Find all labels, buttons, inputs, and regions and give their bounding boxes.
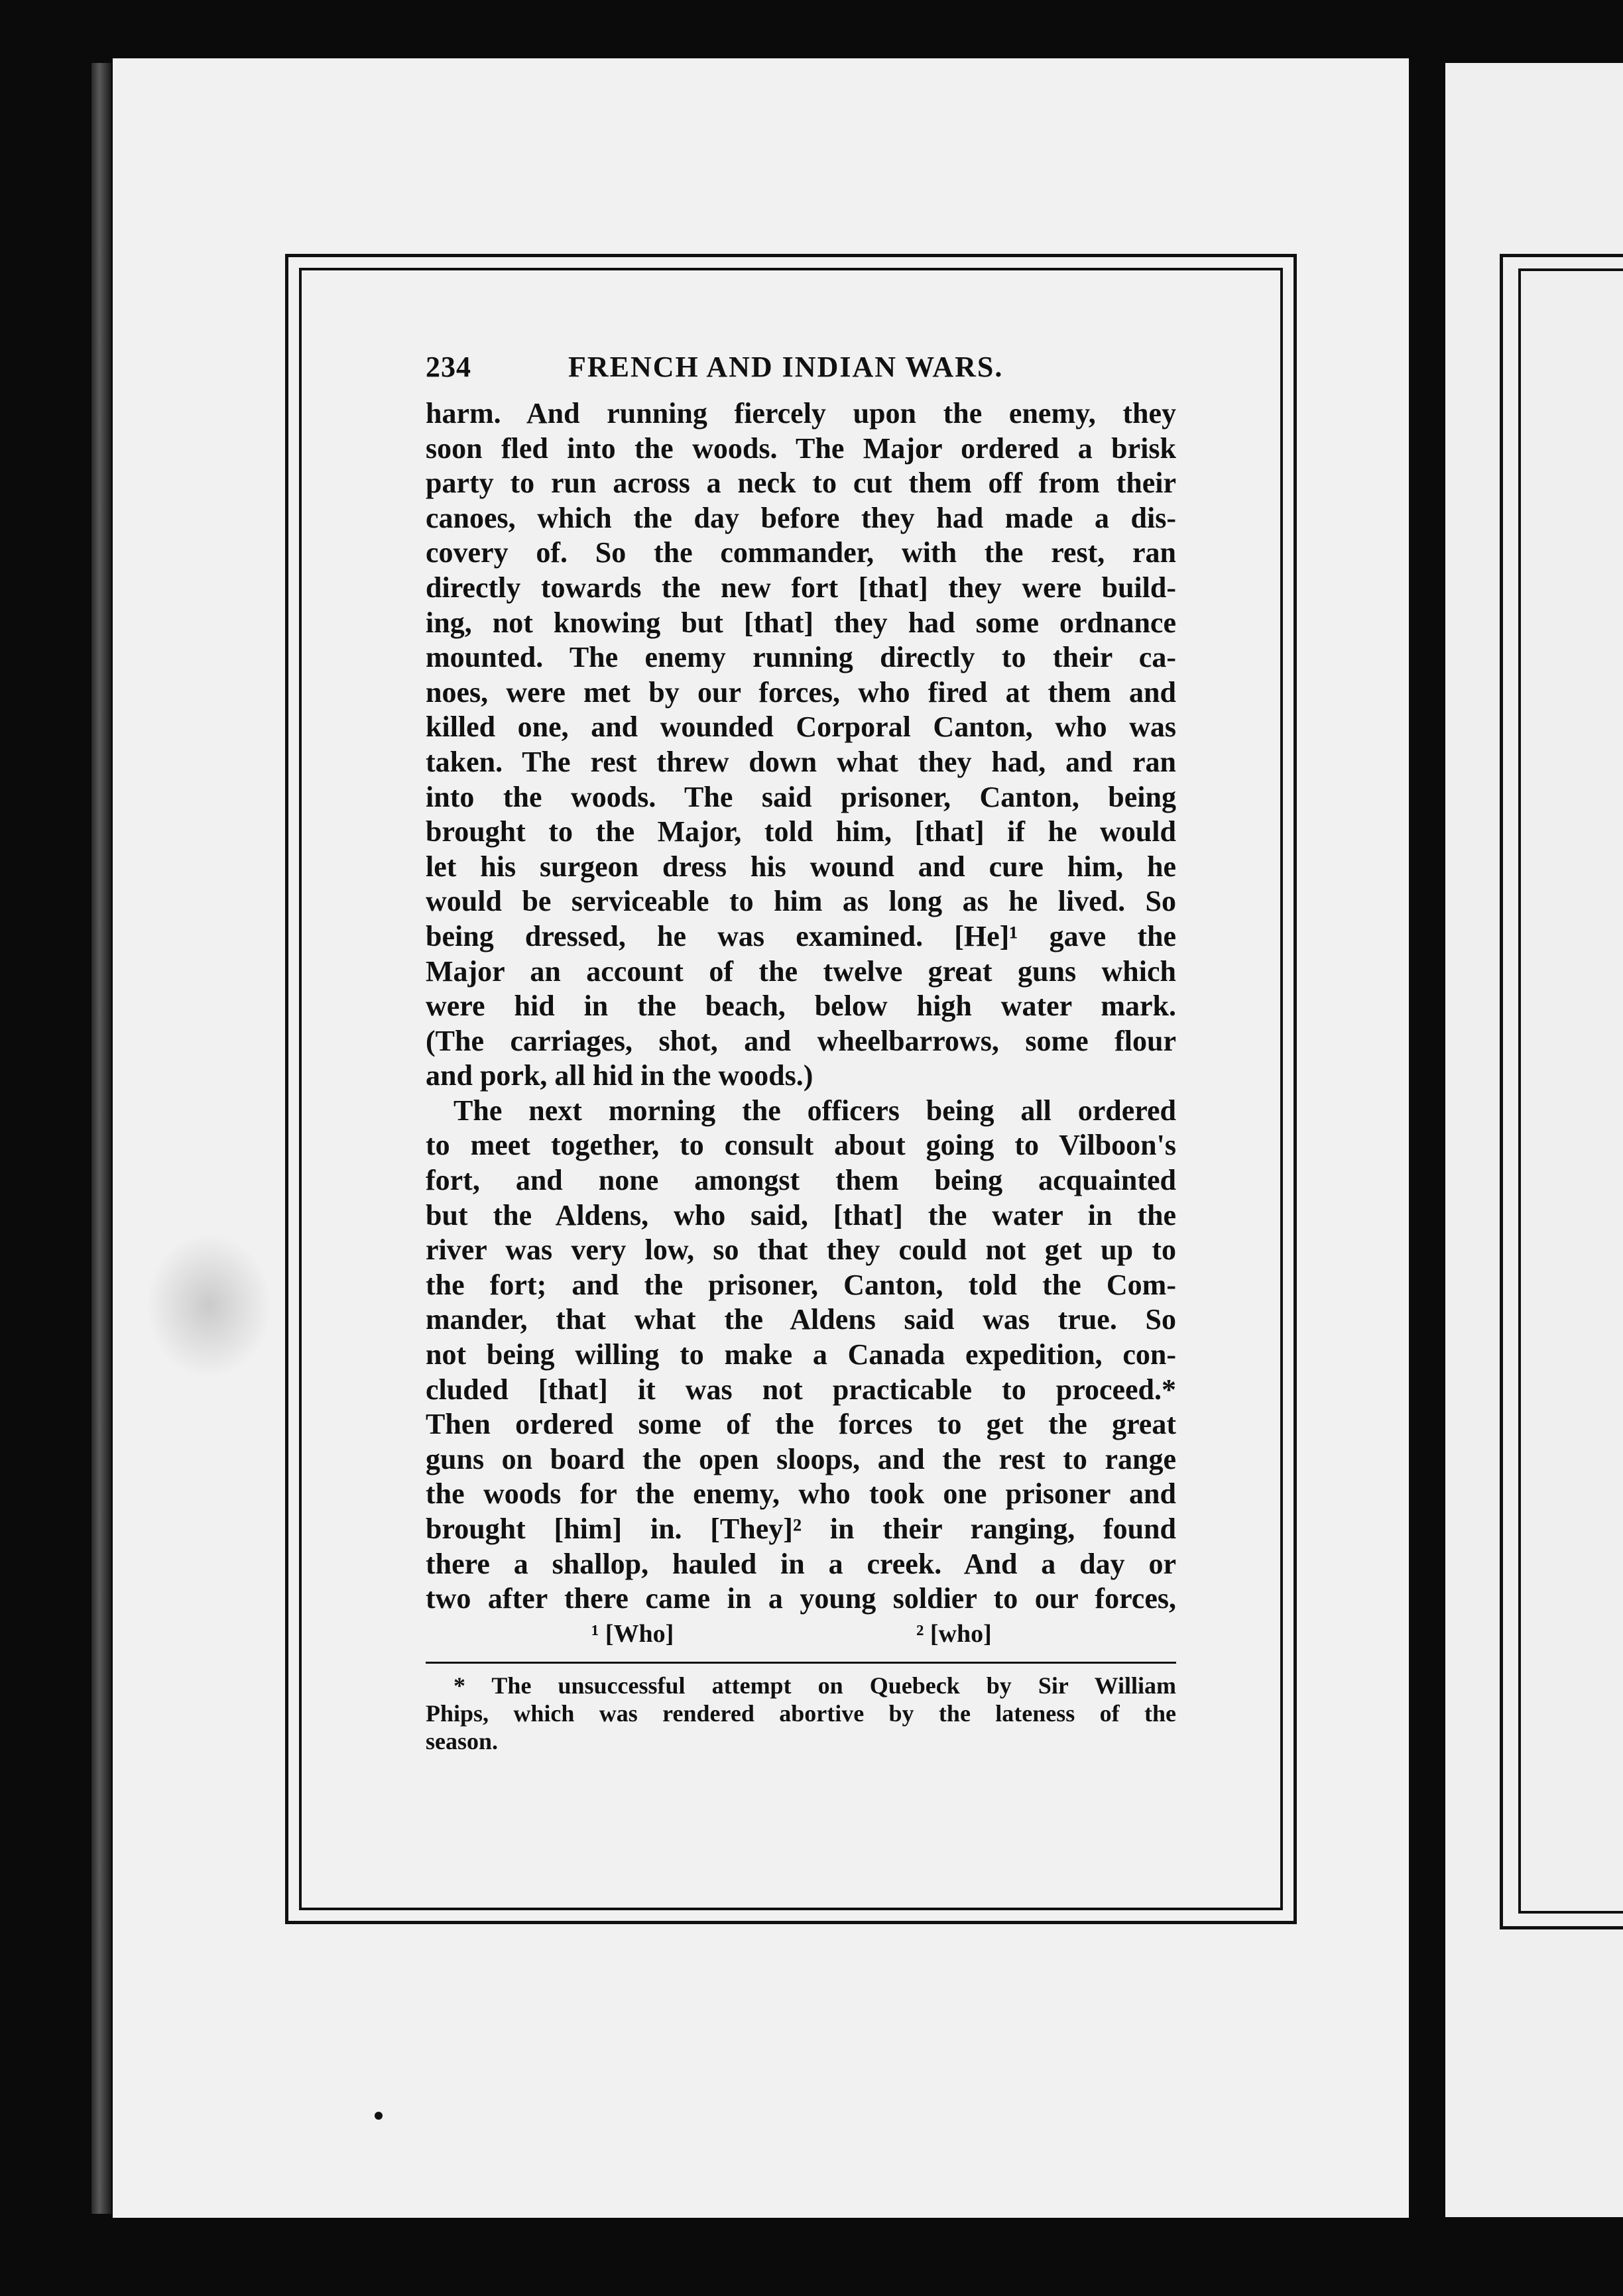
text-line: ing, not knowing but [that] they had some ordnance [426,606,1176,639]
text-line: there a shallop, hauled in a creek. And a day or [426,1547,1176,1580]
text-line: would be serviceable to him as long as he lived. So [426,885,1176,918]
text-line: cluded [that] it was not practicable to proceed.* [426,1373,1176,1406]
footnote-rule [426,1662,1176,1664]
text-line: were hid in the beach, below high water mark. [426,990,1176,1023]
book-spine-shadow [91,63,111,2214]
text-line: the fort; and the prisoner, Canton, told the Com- [426,1268,1176,1301]
text-line: mander, that what the Aldens said was true. So [426,1303,1176,1336]
text-line: being dressed, he was examined. [He]¹ gave the [426,919,1176,952]
body-text [426,396,1176,1617]
text-line: let his surgeon dress his wound and cure him, he [426,850,1176,883]
text-line: not being willing to make a Canada expedition, con- [426,1338,1176,1371]
text-line: party to run across a neck to cut them off from their [426,467,1176,500]
footnote-line: Phips, which was rendered abortive by the lateness of the [426,1699,1176,1727]
text-line: mounted. The enemy running directly to their ca- [426,641,1176,674]
editorial-notes [426,1619,1176,1651]
text-line: soon fled into the woods. The Major ordered a brisk [426,431,1176,465]
text-line: covery of. So the commander, with the rest, ran [426,536,1176,569]
page-number: 234 [426,351,471,383]
text-line: two after there came in a young soldier to our forces, [426,1582,1176,1615]
text-line: taken. The rest threw down what they had, and ran [426,745,1176,778]
text-line: directly towards the new fort [that] they were build- [426,571,1176,604]
text-line: the woods for the enemy, who took one prisoner and [426,1477,1176,1511]
footnote-line: season. [426,1727,499,1754]
text-line: and pork, all hid in the woods.) [426,1059,813,1092]
facing-page-frame-inner [1518,268,1623,1914]
text-line: fort, and none amongst them being acquainted [426,1164,1176,1197]
ink-fleck [375,2112,383,2120]
text-line: to meet together, to consult about going to Vilboon's [426,1129,1176,1162]
text-line: killed one, and wounded Corporal Canton, who was [426,711,1176,744]
text-line: The next morning the officers being all ordered [453,1094,1176,1127]
text-line: guns on board the open sloops, and the rest to range [426,1442,1176,1475]
page-stain [146,1233,272,1379]
page-text-block [426,350,1176,1755]
running-head-title: FRENCH AND INDIAN WARS. [568,351,1004,383]
text-line: noes, were met by our forces, who fired at them and [426,675,1176,709]
editorial-note: ¹ [Who] [591,1619,674,1648]
text-line: harm. And running fiercely upon the enemy, they [426,397,1176,430]
text-line: canoes, which the day before they had made a dis- [426,501,1176,534]
text-line: Major an account of the twelve great guns which [426,954,1176,988]
text-line: brought [him] in. [They]² in their ranging, found [426,1513,1176,1545]
footnote [426,1672,1176,1755]
text-line: into the woods. The said prisoner, Canton, being [426,780,1176,813]
footnote-line: * The unsuccessful attempt on Quebeck by Sir William [453,1672,1176,1699]
text-line: Then ordered some of the forces to get the great [426,1408,1176,1441]
text-line: but the Aldens, who said, [that] the water in the [426,1198,1176,1232]
text-line: brought to the Major, told him, [that] if he would [426,815,1176,848]
text-line: (The carriages, shot, and wheelbarrows, some flour [426,1024,1176,1057]
text-line: river was very low, so that they could not get up to [426,1234,1176,1267]
editorial-note: ² [who] [916,1619,992,1648]
running-header [426,350,1176,390]
